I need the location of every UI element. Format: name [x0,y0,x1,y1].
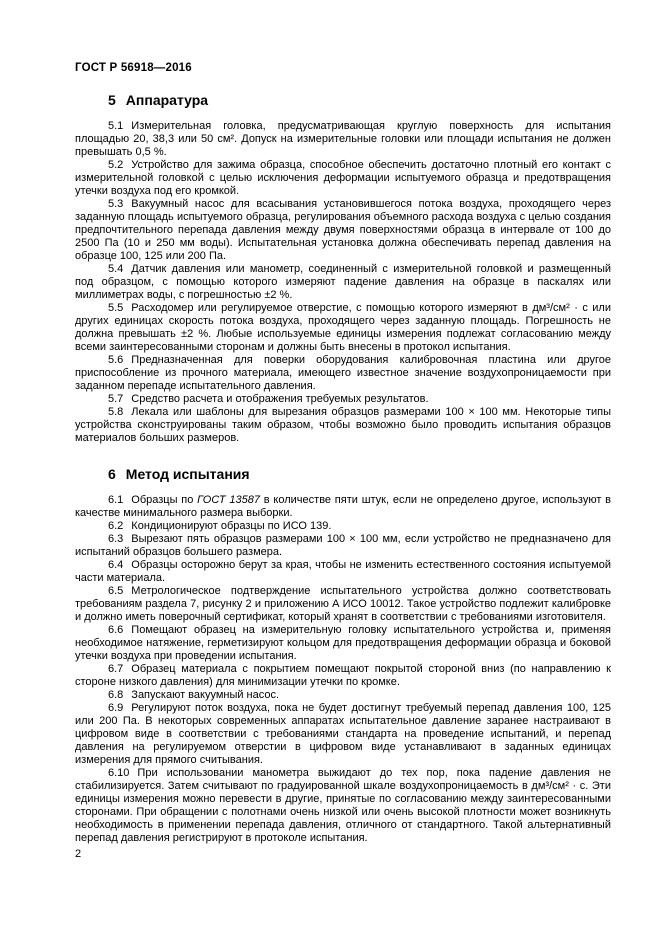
paragraph-5-1 [75,120,611,159]
paragraph-6-5 [75,585,611,624]
paragraph-6-10 [75,767,611,845]
paragraph-text: Расходомер или регулируемое отверстие, с помощью которого измеряют в дм³/см² · с или других единицах скорость потока воздуха, проходящего через заданную площадь. Погрешность не должна превышать ±2 %. Любые используемые единицы измерения подлежат согласованию между всеми заинтересованными сторонам и должны быть внесены в протокол испытания. [75,302,611,353]
paragraph-6-6 [75,624,611,663]
section-6-number: 6 [108,466,116,482]
paragraph-text: Средство расчета и отображения требуемых результатов. [131,393,429,405]
paragraph-number: 6.2 [108,520,124,532]
paragraph-number: 5.8 [108,406,124,418]
paragraph-5-6 [75,354,611,393]
paragraph-6-1 [75,494,611,520]
paragraph-number: 6.8 [108,689,124,701]
paragraph-number: 6.3 [108,533,124,545]
paragraph-text: Устройство для зажима образца, способное обеспечить достаточно плотный его контакт с измерительной головкой с целью исключения деформации испытуемого образца и предотвращения утечки воздуха под его кромкой. [75,159,611,197]
paragraph-text: Запускают вакуумный насос. [131,689,280,701]
paragraph-text: Кондиционируют образцы по ИСО 139. [131,520,332,532]
paragraph-text: Вырезают пять образцов размерами 100 × 100 мм, если устройство не предназначено для испытаний образцов большего размера. [75,533,611,558]
paragraph-number: 5.2 [108,159,124,171]
section-6-title: Метод испытания [125,466,250,482]
paragraph-text: Датчик давления или манометр, соединенный с измерительной головкой и размещенный под образцом, с помощью которого измеряют падение давления на образце в паскалях или миллиметрах воды, с погрешностью ±2 %. [75,263,611,301]
paragraph-6-3 [75,533,611,559]
paragraph-number: 6.9 [108,702,124,714]
paragraph-number: 6.1 [108,494,124,506]
paragraph-number: 6.10 [108,767,130,779]
paragraph-number: 5.4 [108,263,124,275]
paragraph-text: Измерительная головка, предусматривающая круглую поверхность для испытания площадью 20, 38,3 или 50 см². Допуск на измерительные головки или площади испытания не должен превышать 0,5 %. [75,120,611,158]
paragraph-text: в количестве пяти штук, если не определено другое, используют в качестве минимального размера выборки. [75,494,611,519]
paragraph-6-9 [75,702,611,767]
standard-reference: ГОСТ 13587 [197,494,261,506]
paragraph-text: Регулируют поток воздуха, пока не будет достигнут требуемый перепад давления 100, 125 или 200 Па. В некоторых современных аппаратах испытательное давление заранее настраивают в цифровом виде в соответствии с требованиями стандарта на проведение испытаний, и перепад давления на регулируемом отверстии в цифровом виде устанавливают в заданных единицах измерения для прямого считывания. [75,702,611,766]
paragraph-text: Образец материала с покрытием помещают покрытой стороной вниз (по направлению к стороне низкого давления) для минимизации утечки по кромке. [75,663,611,688]
page-number: 2 [75,848,82,860]
paragraph-number: 5.7 [108,393,124,405]
running-header-doc-code: ГОСТ Р 56918—2016 [75,62,192,74]
paragraph-text: Лекала или шаблоны для вырезания образцов размерами 100 × 100 мм. Некоторые типы устройства сконструированы таким образом, чтобы возможно было проводить испытания образцов материалов больших размеров. [75,406,611,444]
section-5-number: 5 [108,92,116,108]
paragraph-text: Помещают образец на измерительную головку испытательного устройства и, применяя необходимое натяжение, герметизируют кольцом для предотвращения деформации образца и боковой утечки воздуха при проведении испытания. [75,624,611,662]
paragraph-number: 5.1 [108,120,124,132]
section-5-title: Аппаратура [125,92,209,108]
paragraph-text: Предназначенная для поверки оборудования калибровочная пластина или другое приспособление из прочного материала, имеющего известное значение воздухопроницаемости при заданном перепаде испытательного давления. [75,354,611,392]
paragraph-number: 5.6 [108,354,124,366]
paragraph-number: 5.3 [108,198,124,210]
paragraph-6-8 [75,689,611,702]
paragraph-text: Вакуумный насос для всасывания установившегося потока воздуха, проходящего через заданную площадь испытуемого образца, регулирования объемного расхода воздуха с целью создания предпочтительного перепада давления между двумя поверхностями образца в интервале от 100 до 2500 Па (10 и 250 мм воды). Испытательная установка должна обеспечивать перепад давления на образце 100, 125 или 200 Па. [75,198,611,262]
paragraph-6-2 [75,520,611,533]
paragraph-5-5 [75,302,611,354]
paragraph-number: 6.5 [108,585,124,597]
paragraph-number: 6.7 [108,663,124,675]
paragraph-number: 6.6 [108,624,124,636]
paragraph-5-3 [75,198,611,263]
paragraph-5-2 [75,159,611,198]
section-5-heading [108,88,611,108]
paragraph-text: Образцы по [131,494,198,506]
section-6-heading [108,462,611,482]
paragraph-text: Метрологическое подтверждение испытательного устройства должно соответствовать требованиям раздела 7, рисунку 2 и приложению А ИСО 10012. Такое устройство подлежит калибровке и должно иметь поверочный сертификат, который хранят в соответствии с требованиями изготовителя. [75,585,611,623]
paragraph-number: 5.5 [108,302,124,314]
paragraph-6-7 [75,663,611,689]
paragraph-number: 6.4 [108,559,124,571]
paragraph-text: Образцы осторожно берут за края, чтобы не изменить естественного состояния испытуемой части материала. [75,559,611,584]
paragraph-5-8 [75,406,611,445]
paragraph-5-4 [75,263,611,302]
paragraph-5-7 [75,393,611,406]
paragraph-6-4 [75,559,611,585]
page-content [75,62,611,845]
paragraph-text: При использовании манометра выжидают до тех пор, пока падение давления не стабилизируется. Затем считывают по градуированной шкале воздухопроницаемость в дм³/см² · с. Эти единицы измерения можно перевести в другие, принятые по согласованию между заинтересованными сторонами. При обращении с полотнами очень низкой или очень высокой плотности может возникнуть необходимость в применении перепада давления, отличного от стандартного. Такой альтернативный перепад давления регистрируют в протоколе испытания. [75,767,611,844]
